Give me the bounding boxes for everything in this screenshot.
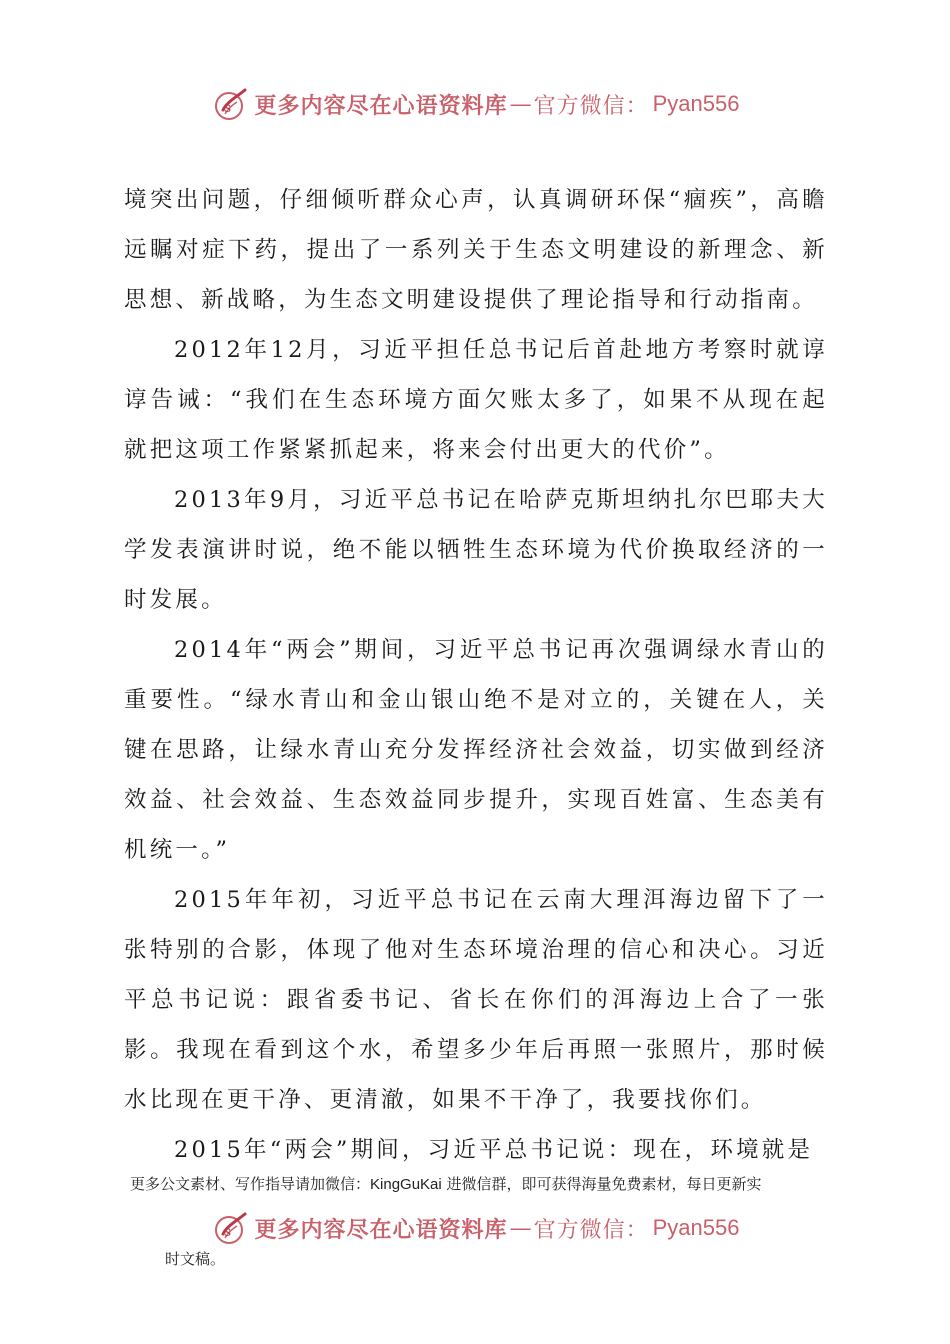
footer-tail: 时文稿。: [165, 1250, 226, 1268]
watermark-wechat-id: Pyan556: [652, 91, 740, 116]
svg-text:s: s: [223, 1224, 231, 1240]
footer-note-after: 进微信群，即可获得海量免费素材，每日更新实: [441, 1175, 762, 1193]
svg-text:s: s: [223, 100, 231, 116]
watermark-main-text: 更多内容尽在心语资料库: [254, 92, 508, 119]
paragraph: 2015年“两会”期间，习近平总书记说：现在，环境就是: [174, 1137, 814, 1163]
paragraph: 2015年年初，习近平总书记在云南大理洱海边留下了一张特别的合影，体现了他对生态环境治理的信心和决心。习近平总书记说：跟省委书记、省长在你们的洱海边上合了一张影。我现在看到这个水，希望多少年后再照一张照片，那时候水比现在更干净、更清澈，如果不干净了，我要找你们。: [124, 887, 828, 1113]
paragraph: 境突出问题，仔细倾听群众心声，认真调研环保“痼疾”，高瞻远瞩对症下药，提出了一系列关于生态文明建设的新理念、新思想、新战略，为生态文明建设提供了理论指导和行动指南。: [124, 187, 828, 313]
watermark-main-text: 更多内容尽在心语资料库: [254, 1216, 508, 1243]
pen-logo-icon: [211, 1208, 251, 1248]
pen-logo-icon: [211, 84, 251, 124]
watermark-footer: [0, 1208, 950, 1248]
watermark-dash: —: [509, 91, 532, 117]
footer-note-before: 更多公文素材、写作指导请加微信：: [130, 1175, 371, 1193]
watermark-sub-text: 官方微信：: [533, 1217, 649, 1243]
paragraph: 2014年“两会”期间，习近平总书记再次强调绿水青山的重要性。“绿水青山和金山银山绝不是对立的，关键在人，关键在思路，让绿水青山充分发挥经济社会效益，切实做到经济效益、社会效益、生态效益同步提升，实现百姓富、生态美有机统一。”: [124, 637, 828, 863]
watermark-wechat-id: Pyan556: [652, 1215, 740, 1240]
paragraph: 2012年12月，习近平担任总书记后首赴地方考察时就谆谆告诫：“我们在生态环境方面欠账太多了，如果不从现在起就把这项工作紧紧抓起来，将来会付出更大的代价”。: [124, 337, 828, 463]
footer-wechat-id: KingGuKai: [370, 1176, 442, 1193]
watermark-sub-text: 官方微信：: [533, 93, 649, 119]
watermark-header: [0, 84, 950, 124]
footer-note: [130, 1173, 830, 1194]
paragraph: 2013年9月，习近平总书记在哈萨克斯坦纳扎尔巴耶夫大学发表演讲时说，绝不能以牺牲生态环境为代价换取经济的一时发展。: [124, 487, 828, 613]
watermark-dash: —: [509, 1215, 532, 1241]
document-body: [124, 175, 828, 1175]
